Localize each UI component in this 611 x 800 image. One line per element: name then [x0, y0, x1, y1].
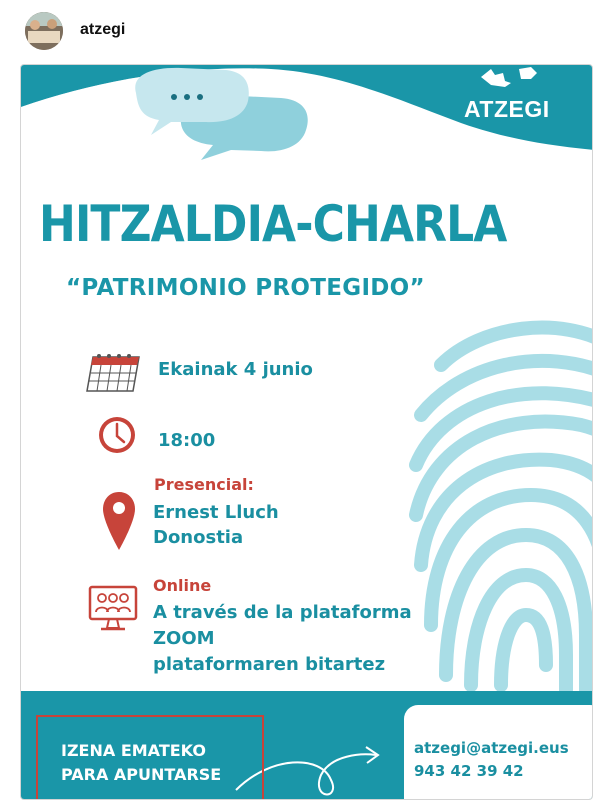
profile-username[interactable]: atzegi: [80, 21, 126, 38]
online-line2: ZOOM: [153, 628, 215, 649]
event-poster: [20, 64, 593, 800]
presencial-label: Presencial:: [154, 475, 254, 494]
fingerprint-icon: [416, 328, 593, 690]
clock-icon: [97, 415, 137, 460]
online-label: Online: [153, 576, 212, 595]
post-header: [0, 0, 611, 62]
register-line2: PARA APUNTARSE: [61, 765, 222, 784]
online-line1: A través de la plataforma: [153, 602, 412, 623]
profile-avatar[interactable]: [25, 12, 63, 50]
calendar-icon: [85, 351, 141, 398]
video-conference-icon: [87, 584, 139, 641]
speech-bubbles-icon: [135, 68, 308, 160]
poster-title: HITZALDIA-CHARLA: [39, 195, 507, 253]
poster-subtitle: “PATRIMONIO PROTEGIDO”: [66, 275, 425, 301]
contact-phone[interactable]: 943 42 39 42: [414, 762, 524, 780]
event-date: Ekainak 4 junio: [158, 359, 313, 380]
event-time: 18:00: [158, 430, 216, 451]
contact-email[interactable]: atzegi@atzegi.eus: [414, 739, 569, 757]
register-line1: IZENA EMATEKO: [61, 741, 206, 760]
location-pin-icon: [101, 490, 137, 557]
location-line1: Ernest Lluch: [153, 502, 279, 523]
online-line3: plataformaren bitartez: [153, 654, 386, 675]
atzegi-logo: ATZEGI: [464, 96, 550, 122]
location-line2: Donostia: [153, 527, 244, 548]
